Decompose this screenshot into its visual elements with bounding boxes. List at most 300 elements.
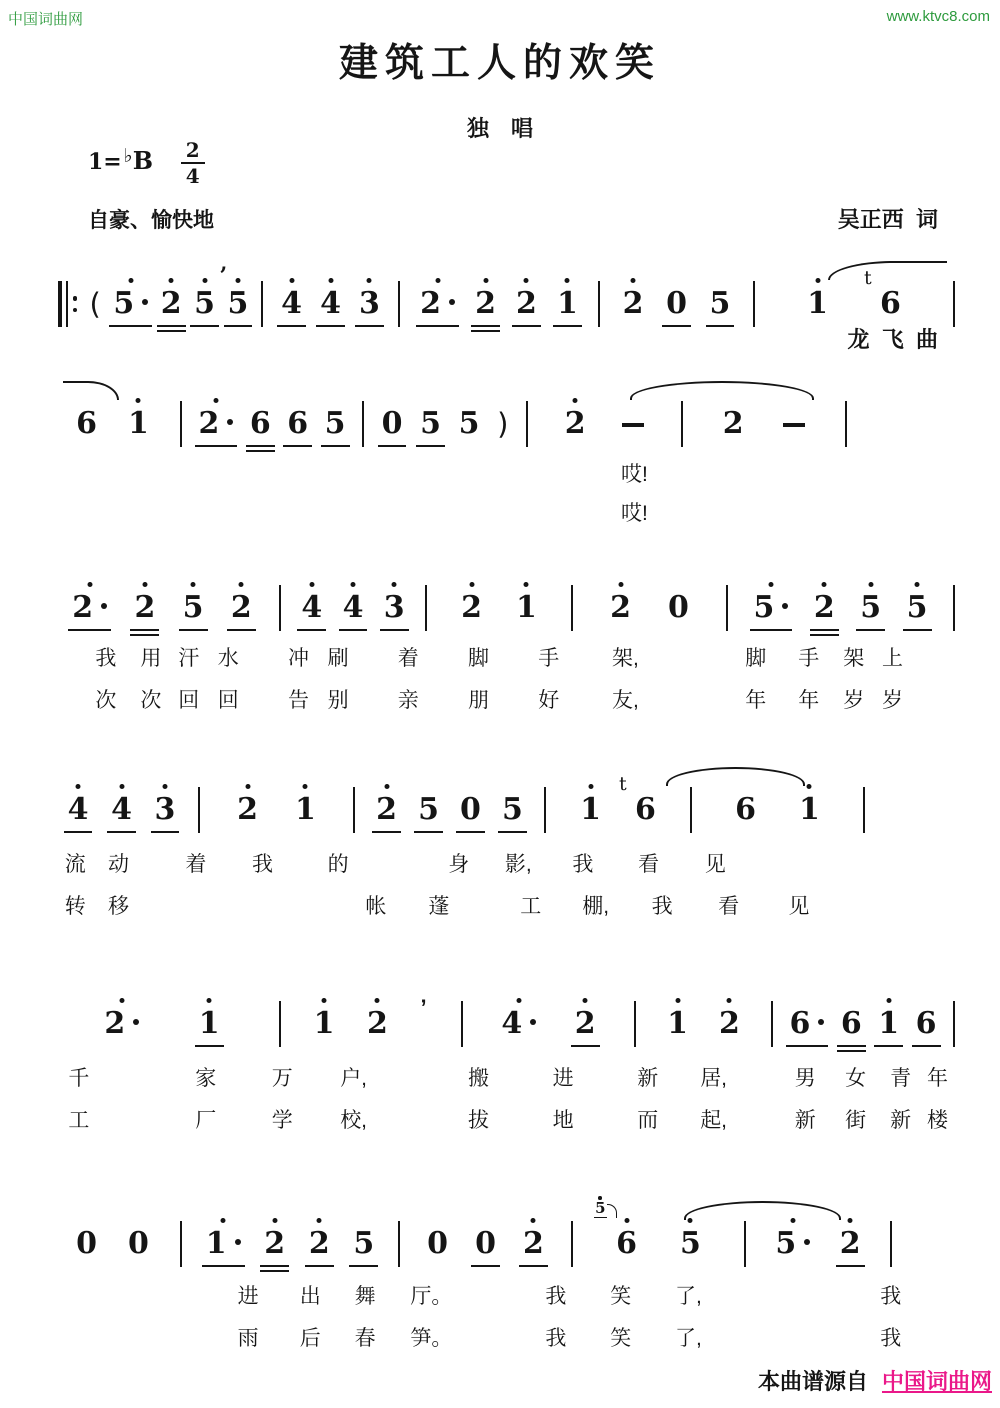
lyric-syllable: 街 (845, 1109, 867, 1132)
note-2 (309, 1227, 330, 1261)
note-6 (841, 1007, 862, 1041)
note-0 (666, 287, 687, 321)
note-digit: 2 (516, 286, 537, 321)
note-digit: 1 (205, 1226, 227, 1261)
measure (182, 1212, 398, 1276)
note-digit: 2 (622, 286, 644, 321)
lyric-syllable: 回 (178, 689, 200, 712)
grace-octave-dot (598, 1196, 602, 1200)
note-5 (860, 591, 881, 625)
underline (416, 325, 459, 328)
note-digit: 5 (194, 286, 216, 321)
note-4 (301, 591, 322, 625)
note-5 (710, 287, 731, 321)
octave-dot (239, 582, 244, 587)
note-digit: 2 (160, 286, 182, 321)
note-0 (382, 407, 403, 441)
octave-dot (303, 784, 308, 789)
underline (750, 629, 793, 632)
note-digit: 0 (666, 286, 687, 321)
lyric-syllable: 我 (545, 1285, 567, 1308)
lyric-syllable: 居, (700, 1067, 728, 1090)
note-digit: 4 (320, 286, 341, 321)
measure (528, 392, 681, 456)
underline (786, 1045, 829, 1048)
note-digit: 5 (420, 406, 441, 441)
lyric-syllable: 年 (798, 689, 820, 712)
measure (546, 773, 690, 842)
performance-type: 独 唱 (466, 116, 533, 141)
trill-mark: t (864, 267, 872, 289)
measure (400, 272, 598, 336)
underline (414, 831, 443, 834)
octave-dot (207, 998, 212, 1003)
underline (190, 325, 219, 328)
note-1 (557, 287, 578, 321)
lyric-row (45, 497, 945, 523)
lyric-syllable: 笋。 (410, 1327, 453, 1350)
meter-denominator: 4 (185, 164, 200, 188)
measure (355, 778, 544, 842)
lyric-row (45, 890, 945, 916)
note-digit: 5 (753, 590, 775, 625)
note-5 (418, 793, 439, 827)
underline (109, 325, 152, 328)
note-5 (502, 793, 523, 827)
octave-dot (245, 784, 250, 789)
measure (45, 576, 279, 640)
measure (281, 576, 425, 640)
lyric-syllable: 而 (637, 1109, 659, 1132)
note-6 (595, 1199, 637, 1261)
underline (246, 450, 275, 453)
note-1 (878, 1007, 899, 1041)
note-2 (237, 793, 258, 827)
octave-dot (169, 278, 174, 283)
note-1 (295, 793, 316, 827)
lyric-syllable: 笑 (610, 1327, 632, 1350)
lyric-syllable: 身 (448, 853, 470, 876)
note-digit: 2 (722, 406, 744, 441)
duration-dot (235, 1239, 241, 1245)
key-letter: B (132, 146, 154, 175)
note-0 (128, 1227, 149, 1261)
barline (953, 1001, 955, 1047)
octave-dot (848, 1218, 853, 1223)
note-digit: 6 (880, 286, 901, 321)
underline (151, 831, 180, 834)
lyric-syllable: 用 (140, 647, 162, 670)
music-line (45, 576, 945, 640)
note-6 (735, 793, 756, 827)
note-digit: 6 (789, 1006, 811, 1041)
flat-sign: ♭ (123, 145, 133, 167)
underline (277, 325, 306, 328)
note-digit: 6 (915, 1006, 937, 1041)
note-6 (619, 773, 656, 827)
underline (837, 1045, 866, 1048)
note-0 (475, 1227, 496, 1261)
note-digit: 2 (237, 792, 258, 827)
lyric-syllable: 女 (845, 1067, 867, 1090)
note-digit: 5 (775, 1226, 797, 1261)
lyric-syllable: 搬 (468, 1067, 489, 1090)
note-digit: 2 (610, 590, 631, 625)
note-6 (76, 407, 97, 441)
tempo-marking: 自豪、愉快地 (88, 209, 214, 232)
octave-dot (367, 278, 372, 283)
lyric-syllable: 架 (843, 647, 865, 670)
note-2 (575, 1007, 596, 1041)
octave-dot (392, 582, 397, 587)
lyric-syllable: 进 (552, 1067, 574, 1090)
note-5 (754, 591, 789, 625)
note-digit: 6 (287, 406, 309, 441)
lyric-syllable: 蓬 (428, 895, 450, 918)
lyric-syllable: 后 (299, 1327, 321, 1350)
music-line (45, 392, 945, 456)
octave-dot (531, 1218, 536, 1223)
measure (364, 392, 526, 456)
lyric-syllable: 了, (675, 1327, 702, 1350)
octave-dot (588, 784, 593, 789)
note-digit: 0 (381, 406, 403, 441)
lyric-syllable: 友, (612, 689, 639, 712)
repeat-dots (73, 296, 78, 312)
lyric-syllable: 我 (572, 853, 594, 876)
octave-dot (213, 398, 218, 403)
octave-dot (624, 1218, 629, 1223)
note-digit: 3 (383, 590, 405, 625)
footer-site-link[interactable]: 中国词曲网 (881, 1369, 992, 1394)
note-digit: 1 (198, 1006, 220, 1041)
underline (260, 1270, 289, 1273)
underline (519, 1265, 548, 1268)
note-1 (667, 1007, 688, 1041)
key-prefix: 1= (88, 149, 122, 175)
parenthesis: ) (497, 407, 509, 441)
note-5 (353, 1227, 374, 1261)
underline (195, 1045, 224, 1048)
note-0 (427, 1227, 448, 1261)
slur-arc (684, 1201, 841, 1220)
score-mark (73, 296, 78, 301)
octave-dot (516, 998, 521, 1003)
note-digit: 1 (295, 792, 316, 827)
underline (224, 325, 253, 328)
note-0 (460, 793, 481, 827)
note-6 (287, 407, 308, 441)
duration-dot (101, 603, 107, 609)
note-digit: 4 (301, 590, 323, 625)
note-2 (719, 1007, 740, 1041)
note-5 (194, 287, 215, 321)
octave-dot (631, 278, 636, 283)
note-digit: 2 (813, 590, 835, 625)
note-digit: 2 (574, 1006, 596, 1041)
measure (45, 992, 279, 1056)
music-line (45, 773, 945, 842)
lyric-syllable: 户, (340, 1067, 368, 1090)
lyric-syllable: 我 (651, 895, 673, 918)
note-3 (155, 793, 176, 827)
note-3 (359, 287, 380, 321)
breath-mark: ’ (219, 263, 228, 289)
note-digit: 0 (460, 792, 481, 827)
lyric-syllable: 着 (397, 647, 419, 670)
underline (355, 325, 384, 328)
note-digit: 4 (111, 792, 132, 827)
note-2 (264, 1227, 285, 1261)
lyric-syllable: 楼 (927, 1109, 948, 1132)
octave-dot (618, 582, 623, 587)
note-digit: 4 (501, 1006, 523, 1041)
octave-dot (119, 998, 124, 1003)
underline (246, 445, 275, 448)
lyric-row (45, 1322, 945, 1348)
note-digit: 5 (418, 792, 439, 827)
note-5 (775, 1227, 810, 1261)
octave-dot (136, 398, 141, 403)
note-digit: 6 (616, 1226, 637, 1261)
measure (45, 778, 198, 842)
underline (856, 629, 885, 632)
lyric-syllable: 工 (68, 1109, 90, 1132)
lyric-syllable: 告 (288, 689, 309, 712)
note-4 (320, 287, 341, 321)
note-6 (916, 1007, 937, 1041)
underline (471, 330, 500, 333)
octave-dot (76, 784, 81, 789)
lyricist-credit: 吴正西 词 (837, 207, 938, 232)
note-5 (325, 407, 346, 441)
lyric-syllable: 出 (299, 1285, 321, 1308)
score-mark (66, 281, 68, 327)
lyric-syllable: 青 (890, 1067, 912, 1090)
lyric-syllable: 朋 (468, 689, 489, 712)
underline (316, 325, 345, 328)
note-digit: 5 (680, 1226, 701, 1261)
site-link-top-left[interactable]: 中国词曲网 (8, 11, 84, 28)
lyric-row (45, 1280, 945, 1306)
underline (836, 1265, 865, 1268)
note-digit: 2 (564, 406, 586, 441)
underline (512, 325, 541, 328)
note-digit: 1 (667, 1006, 688, 1041)
underline (68, 629, 111, 632)
lyric-syllable: 厂 (195, 1109, 217, 1132)
note-digit: 1 (516, 590, 537, 625)
lyric-syllable: 拔 (468, 1109, 489, 1132)
octave-dot (524, 278, 529, 283)
lyric-syllable: 手 (798, 647, 820, 670)
note-digit: 4 (281, 286, 302, 321)
duration-dot (142, 299, 148, 305)
measure (692, 778, 863, 842)
lyric-syllable: 校, (340, 1109, 368, 1132)
octave-dot (524, 582, 529, 587)
note-5 (113, 287, 148, 321)
lyric-syllable: 年 (927, 1067, 948, 1090)
octave-dot (565, 278, 570, 283)
octave-dot (351, 582, 356, 587)
repeat-start-sign (58, 281, 78, 327)
octave-dot (822, 582, 827, 587)
lyric-row (45, 684, 945, 710)
measure (45, 1212, 180, 1276)
lyric-syllable: 万 (271, 1067, 293, 1090)
parenthesis: ( (89, 287, 101, 321)
underline (202, 1265, 245, 1268)
underline (107, 831, 136, 834)
note-2 (376, 793, 397, 827)
underline (349, 1265, 378, 1268)
measure (728, 576, 953, 640)
measure (263, 272, 398, 336)
note-digit: 5 (113, 286, 135, 321)
note-digit: 5 (906, 590, 928, 625)
octave-dot (727, 998, 732, 1003)
measure (755, 267, 953, 336)
note-digit: 2 (475, 286, 496, 321)
underline (837, 1050, 866, 1053)
lyric-syllable: 我 (95, 647, 117, 670)
note-digit: 0 (475, 1226, 496, 1261)
note-digit: 0 (76, 1226, 97, 1261)
trill-mark: t (619, 773, 627, 795)
note-digit: 5 (458, 406, 480, 441)
barline (953, 281, 955, 327)
lyric-syllable: 次 (95, 689, 117, 712)
note-digit: 2 (461, 590, 482, 625)
dash-note (783, 423, 805, 427)
note-1 (199, 1007, 220, 1041)
lyric-syllable: 上 (882, 647, 903, 670)
note-digit: 6 (735, 792, 756, 827)
underline (571, 1045, 600, 1048)
composer-credit: 龙 飞 曲 (847, 327, 938, 352)
note-1 (580, 793, 601, 827)
underline (810, 629, 839, 632)
lyric-row (45, 848, 945, 874)
note-6 (790, 1007, 825, 1041)
underline (912, 1045, 941, 1048)
underline (339, 629, 368, 632)
lyric-syllable: 见 (704, 853, 726, 876)
lyric-syllable: 次 (140, 689, 162, 712)
note-1 (128, 407, 149, 441)
note-2 (231, 591, 252, 625)
octave-dot (375, 998, 380, 1003)
site-url-top-right[interactable]: www.ktvc8.com (886, 8, 990, 25)
octave-dot (483, 278, 488, 283)
note-digit: 2 (230, 590, 252, 625)
measure (200, 778, 353, 842)
octave-dot (272, 1218, 277, 1223)
measure (573, 1199, 744, 1276)
underline (498, 831, 527, 834)
measure (847, 392, 955, 456)
note-digit: 0 (427, 1226, 448, 1261)
note-digit: 5 (324, 406, 346, 441)
lyric-syllable: 新 (794, 1109, 816, 1132)
octave-dot (322, 998, 327, 1003)
lyric-syllable: 动 (108, 853, 129, 876)
breath-mark: ’ (420, 995, 427, 1020)
note-digit: 2 (308, 1226, 330, 1261)
note-digit: 2 (134, 590, 156, 625)
lyric-syllable: 手 (538, 647, 560, 670)
octave-dot (469, 582, 474, 587)
note-digit: 0 (668, 590, 689, 625)
lyric-syllable: 哎! (621, 463, 648, 486)
measure (281, 992, 461, 1056)
octave-dot (435, 278, 440, 283)
octave-dot (235, 278, 240, 283)
octave-dot (915, 582, 920, 587)
note-4 (281, 287, 302, 321)
note-digit: 1 (807, 286, 828, 321)
grace-note (594, 1201, 606, 1218)
note-5 (183, 591, 204, 625)
underline (195, 445, 238, 448)
lyric-syllable: 年 (745, 689, 767, 712)
underline (64, 831, 93, 834)
lyric-syllable: 笑 (610, 1285, 632, 1308)
octave-dot (768, 582, 773, 587)
note-4 (111, 793, 132, 827)
note-6 (250, 407, 271, 441)
lyric-syllable: 的 (327, 853, 349, 876)
music-line (45, 263, 945, 336)
octave-dot (675, 998, 680, 1003)
meter-numerator: 2 (181, 140, 205, 164)
octave-dot (807, 784, 812, 789)
lyric-syllable: 我 (880, 1327, 902, 1350)
octave-dot (384, 784, 389, 789)
duration-dot (133, 1019, 139, 1025)
underline (283, 445, 312, 448)
lyric-syllable: 厅。 (410, 1285, 453, 1308)
measure (427, 576, 571, 640)
underline (810, 634, 839, 637)
note-5 (420, 407, 441, 441)
octave-dot (202, 278, 207, 283)
octave-dot (886, 998, 891, 1003)
underline (903, 629, 932, 632)
note-4 (68, 793, 89, 827)
note-digit: 3 (359, 286, 380, 321)
underline (874, 1045, 903, 1048)
note-digit: 2 (198, 406, 220, 441)
lyric-row (45, 642, 945, 668)
note-digit: 1 (128, 406, 149, 441)
note-2 (623, 287, 644, 321)
note-digit: 0 (128, 1226, 149, 1261)
lyric-syllable: 亲 (397, 689, 419, 712)
slur-arc (63, 381, 119, 400)
note-0 (668, 591, 689, 625)
note-digit: 1 (878, 1006, 900, 1041)
note-digit: 2 (72, 590, 94, 625)
octave-dot (142, 582, 147, 587)
underline (227, 629, 256, 632)
lyric-syllable: 冲 (288, 647, 309, 670)
lyric-syllable: 舞 (354, 1285, 376, 1308)
dash-note (622, 423, 644, 427)
lyric-syllable: 男 (794, 1067, 816, 1090)
note-2 (814, 591, 835, 625)
